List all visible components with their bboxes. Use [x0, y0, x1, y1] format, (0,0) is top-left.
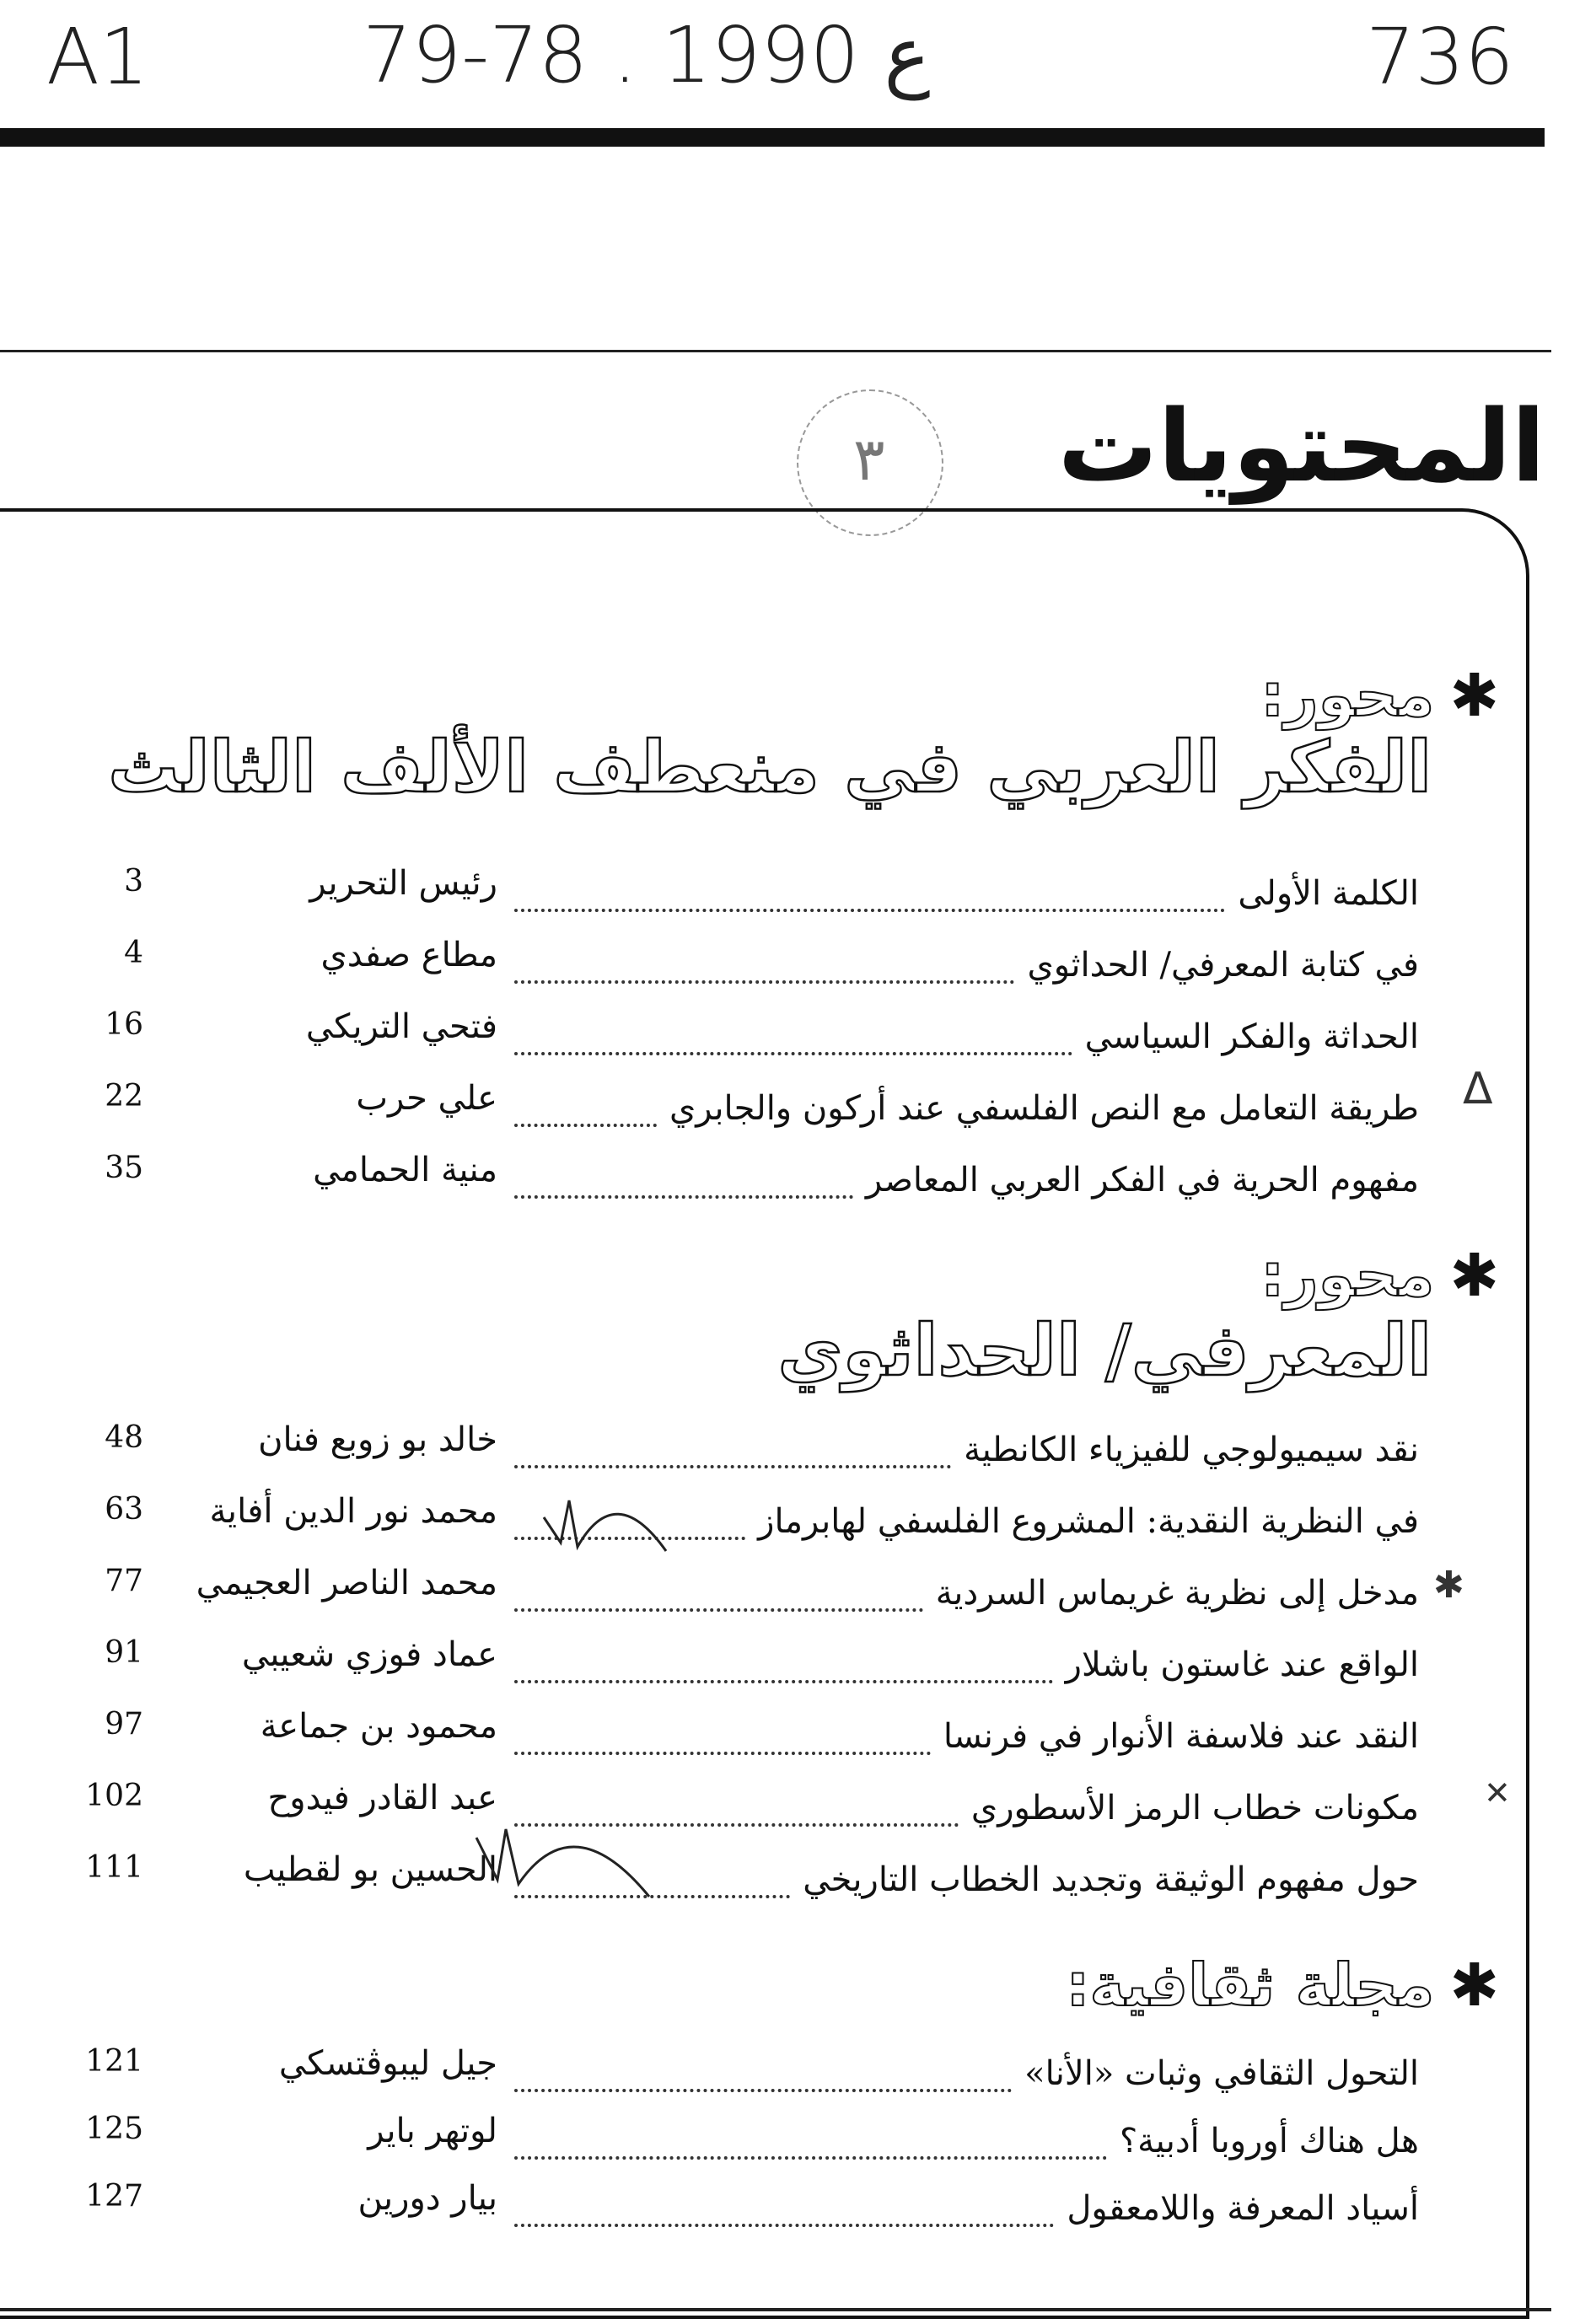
page-title: المحتويات: [1057, 388, 1545, 504]
toc-entry-page: 121: [85, 2044, 143, 2079]
section-1-label: ✱محور:: [1260, 661, 1499, 730]
asterisk-icon: ✱: [1449, 1241, 1499, 1310]
toc-entry-author: منية الحمامي: [313, 1151, 497, 1189]
toc-entry-author: محمود بن جماعة: [260, 1707, 497, 1746]
dot-leader: [514, 955, 1014, 984]
toc-entry-title: الكلمة الأولى: [1238, 874, 1419, 913]
toc-entry: [0, 1420, 1596, 1484]
toc-entry: [0, 1850, 1596, 1913]
dot-leader: [514, 1098, 657, 1127]
toc-entry-page: 22: [105, 1079, 143, 1114]
asterisk-margin-mark: ✱: [1433, 1564, 1464, 1607]
dot-leader: [514, 1726, 931, 1755]
toc-entry: [0, 2179, 1596, 2242]
toc-entry-author: عبد القادر فيدوح: [267, 1779, 497, 1817]
toc-entry-title: التحول الثقافي وثبات «الأنا»: [1024, 2054, 1419, 2093]
toc-entry: [0, 1079, 1596, 1142]
toc-entry-page: 4: [124, 936, 143, 970]
toc-entry-page: 111: [85, 1850, 143, 1885]
toc-entry-page: 35: [105, 1151, 143, 1185]
toc-entry-author: رئيس التحرير: [309, 864, 497, 903]
toc-entry: [0, 1151, 1596, 1214]
toc-entry-page: 97: [105, 1707, 143, 1742]
dot-leader: [514, 2131, 1107, 2160]
toc-entry-author: الحسين بو لقطيب: [243, 1850, 497, 1889]
toc-entry: [0, 1779, 1596, 1842]
handwritten-number: 736: [1366, 12, 1514, 102]
toc-entry-title: نقد سيميولوجي للفيزياء الكانطية: [964, 1430, 1419, 1469]
toc-entry-author: خالد بو زوبع فنان: [258, 1420, 497, 1459]
toc-entry-title: الحداثة والفكر السياسي: [1084, 1017, 1419, 1056]
asterisk-icon: ✱: [1449, 1951, 1499, 2020]
toc-entry-title: في كتابة المعرفي/ الحداثوي: [1027, 946, 1419, 985]
toc-entry: [0, 2112, 1596, 2175]
toc-entry-title: هل هناك أوروبا أدبية؟: [1119, 2122, 1419, 2160]
toc-entry-author: لوتهر باير: [368, 2112, 497, 2150]
toc-entry: [0, 936, 1596, 999]
title-rule: [0, 350, 1551, 352]
toc-entry-author: بيار دورين: [357, 2179, 497, 2218]
toc-entry-author: جيل ليبوڤتسكي: [278, 2044, 497, 2083]
toc-entry-title: أسياد المعرفة واللامعقول: [1067, 2189, 1419, 2228]
toc-entry-author: فتحي التريكي: [305, 1007, 497, 1046]
header-rule: [0, 128, 1545, 147]
handwritten-date-range: 79-78 . ع 1990: [363, 10, 931, 100]
stamp-mark: ٣: [853, 425, 885, 494]
toc-entry-page: 102: [85, 1779, 143, 1813]
toc-entry-page: 77: [105, 1564, 143, 1598]
toc-entry-title: في النظرية النقدية: المشروع الفلسفي لهابرماز: [758, 1502, 1419, 1541]
asterisk-icon: ✱: [1449, 661, 1499, 730]
pencil-check-mark: [472, 1812, 683, 1905]
dot-leader: [514, 883, 1225, 912]
toc-entry-title: الواقع عند غاستون باشلار: [1065, 1645, 1419, 1684]
dot-leader: [514, 2198, 1054, 2227]
toc-entry: [0, 1564, 1596, 1627]
section-2-title: المعرفي/ الحداثوي: [777, 1309, 1432, 1392]
toc-entry: [0, 1492, 1596, 1555]
dot-leader: [514, 1440, 951, 1468]
toc-entry-page: 63: [105, 1492, 143, 1527]
toc-entry: [0, 1707, 1596, 1770]
bottom-rule: [0, 2308, 1551, 2311]
dot-leader: [514, 1583, 923, 1612]
section-1-title: الفكر العربي في منعطف الألف الثالث: [108, 726, 1432, 808]
pencil-check-mark: [540, 1484, 674, 1559]
section-3-label: ✱مجلة ثقافية:: [1066, 1951, 1499, 2020]
toc-entry: [0, 1007, 1596, 1071]
dot-leader: [514, 1170, 853, 1199]
dot-leader: [514, 1655, 1053, 1683]
dot-leader: [514, 1027, 1072, 1055]
dot-leader: [514, 2064, 1012, 2092]
toc-entry-title: مكونات خطاب الرمز الأسطوري: [970, 1789, 1419, 1828]
cross-margin-mark: ✕: [1484, 1774, 1511, 1811]
toc-entry-title: طريقة التعامل مع النص الفلسفي عند أركون والجابري: [669, 1089, 1419, 1128]
toc-entry-page: 48: [105, 1420, 143, 1455]
toc-entry-author: محمد الناصر العجيمي: [196, 1564, 497, 1602]
toc-entry-title: حول مفهوم الوثيقة وتجديد الخطاب التاريخي: [803, 1860, 1419, 1899]
toc-entry-author: مطاع صفدي: [320, 936, 497, 974]
toc-entry-page: 3: [124, 864, 143, 899]
toc-entry-title: مدخل إلى نظرية غريماس السردية: [935, 1574, 1419, 1613]
section-2-label: ✱محور:: [1260, 1241, 1499, 1310]
toc-entry-page: 16: [105, 1007, 143, 1042]
toc-entry: [0, 2044, 1596, 2107]
toc-entry: [0, 1635, 1596, 1699]
toc-entry-author: علي حرب: [356, 1079, 497, 1118]
toc-entry-title: مفهوم الحرية في الفكر العربي المعاصر: [865, 1161, 1419, 1200]
toc-entry-title: النقد عند فلاسفة الأنوار في فرنسا: [943, 1717, 1419, 1756]
delta-margin-mark: Δ: [1463, 1064, 1493, 1114]
toc-entry-author: عماد فوزي شعيبي: [241, 1635, 497, 1674]
toc-entry-page: 91: [105, 1635, 143, 1670]
toc-entry: [0, 864, 1596, 927]
toc-entry-author: محمد نور الدين أفاية: [209, 1492, 497, 1531]
toc-entry-page: 125: [85, 2112, 143, 2146]
handwritten-label: A1: [46, 12, 149, 102]
toc-entry-page: 127: [85, 2179, 143, 2214]
